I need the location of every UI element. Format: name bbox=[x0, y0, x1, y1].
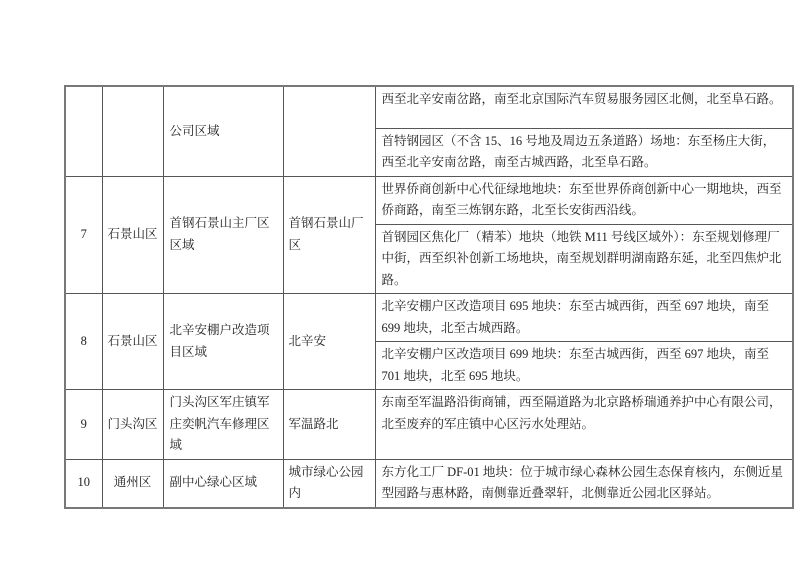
row-number-cell: 10 bbox=[65, 459, 102, 508]
area-name-cell: 门头沟区军庄镇军庄奕帆汽车修理区域 bbox=[163, 390, 283, 460]
table-row bbox=[65, 176, 793, 224]
boundary-description-cell: 东方化工厂 DF-01 地块：位于城市绿心森林公园生态保育核内，东侧近星型园路与惠林路，南侧靠近叠翠轩，北侧靠近公园北区驿站。 bbox=[375, 459, 793, 508]
row-number-cell: 7 bbox=[65, 176, 102, 294]
location-cell: 城市绿心公园内 bbox=[283, 459, 375, 508]
location-cell bbox=[283, 86, 375, 176]
boundary-description-cell: 世界侨商创新中心代征绿地地块：东至世界侨商创新中心一期地块，西至侨商路，南至三炼钢东路，北至长安街西沿线。 bbox=[375, 176, 793, 224]
boundary-description-cell: 北辛安棚户区改造项目 699 地块：东至古城西街，西至 697 地块，南至 701 地块，北至 695 地块。 bbox=[375, 342, 793, 390]
district-cell: 石景山区 bbox=[102, 294, 163, 390]
table-row bbox=[65, 390, 793, 460]
district-cell: 门头沟区 bbox=[102, 390, 163, 460]
area-name-cell: 首钢石景山主厂区区域 bbox=[163, 176, 283, 294]
table-row bbox=[65, 459, 793, 508]
area-name-cell: 北辛安棚户改造项目区域 bbox=[163, 294, 283, 390]
location-cell: 首钢石景山厂区 bbox=[283, 176, 375, 294]
location-cell: 军温路北 bbox=[283, 390, 375, 460]
district-cell: 石景山区 bbox=[102, 176, 163, 294]
area-name-cell: 公司区域 bbox=[163, 86, 283, 176]
boundary-description-cell: 西至北辛安南岔路，南至北京国际汽车贸易服务园区北侧，北至阜石路。 bbox=[375, 86, 793, 128]
area-name-cell: 副中心绿心区域 bbox=[163, 459, 283, 508]
land-areas-table bbox=[64, 85, 794, 509]
row-number-cell: 8 bbox=[65, 294, 102, 390]
district-cell bbox=[102, 86, 163, 176]
location-cell: 北辛安 bbox=[283, 294, 375, 390]
boundary-description-cell: 北辛安棚户区改造项目 695 地块：东至古城西街，西至 697 地块，南至 699 地块，北至古城西路。 bbox=[375, 294, 793, 342]
row-number-cell bbox=[65, 86, 102, 176]
row-number-cell: 9 bbox=[65, 390, 102, 460]
boundary-description-cell: 首特钢园区（不含 15、16 号地及周边五条道路）场地：东至杨庄大街，西至北辛安南岔路，南至古城西路，北至阜石路。 bbox=[375, 128, 793, 176]
table-row bbox=[65, 294, 793, 342]
boundary-description-cell: 首钢园区焦化厂（精苯）地块（地铁 M11 号线区域外）：东至规划修理厂中街，西至织补创新工场地块，南至规划群明湖南路东延，北至四焦炉北路。 bbox=[375, 224, 793, 294]
boundary-description-cell: 东南至军温路沿街商铺，西至隔道路为北京路桥瑞通养护中心有限公司，北至废弃的军庄镇中心区污水处理站。 bbox=[375, 390, 793, 460]
district-cell: 通州区 bbox=[102, 459, 163, 508]
table-row bbox=[65, 86, 793, 128]
